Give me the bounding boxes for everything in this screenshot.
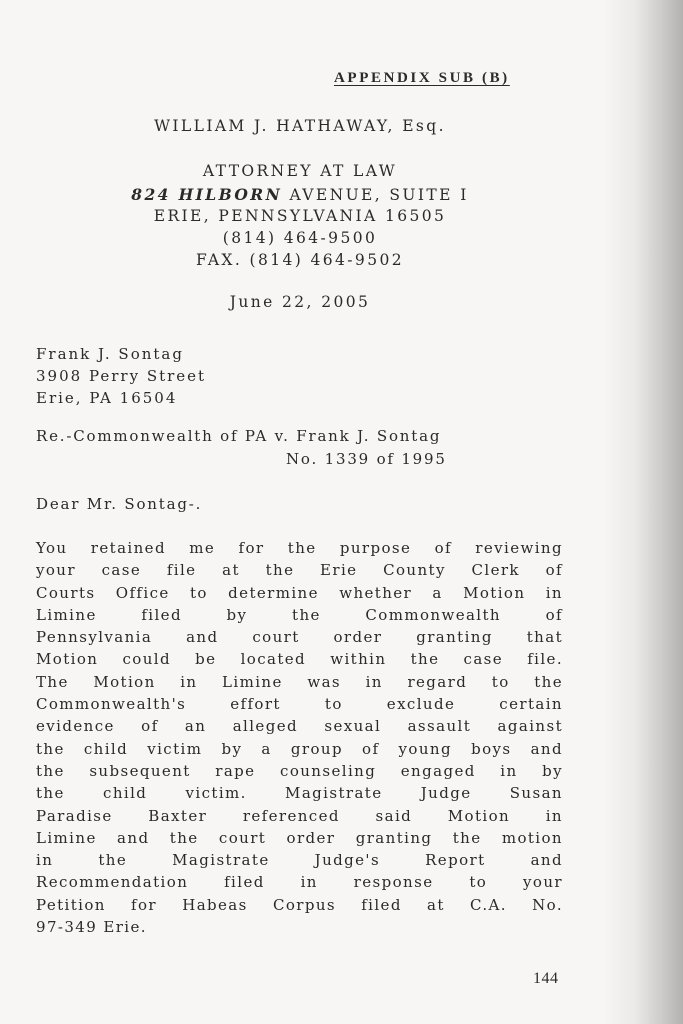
body-line: in the Magistrate Judge's Report and xyxy=(36,851,563,870)
street-rest: AVENUE, SUITE I xyxy=(282,186,469,204)
body-line: Recommendation filed in response to your xyxy=(36,873,563,892)
body-line: You retained me for the purpose of reviewing xyxy=(36,539,563,557)
body-line: Courts Office to determine whether a Motion in xyxy=(36,583,563,602)
salutation: Dear Mr. Sontag-. xyxy=(36,495,203,513)
body-line: Paradise Baxter referenced said Motion in xyxy=(36,806,563,825)
body-line: 97-349 Erie. xyxy=(36,918,147,937)
recipient-street: 3908 Perry Street xyxy=(36,367,207,385)
attorney-fax: FAX. (814) 464-9502 xyxy=(196,251,404,269)
letter-body xyxy=(36,537,563,938)
letter-date: June 22, 2005 xyxy=(229,293,371,311)
recipient-name: Frank J. Sontag xyxy=(36,345,184,363)
street-number-name: 824 HILBORN xyxy=(131,185,283,204)
body-line: the child victim by a group of young boys and xyxy=(36,739,563,758)
recipient-address xyxy=(36,343,206,409)
attorney-street-address xyxy=(0,185,600,204)
body-line: evidence of an alleged sexual assault against xyxy=(36,717,563,736)
attorney-city: ERIE, PENNSYLVANIA 16505 xyxy=(153,207,447,225)
re-line: Re.-Commonwealth of PA v. Frank J. Sontag xyxy=(36,427,442,445)
attorney-title: ATTORNEY AT LAW xyxy=(202,162,398,180)
body-line: Petition for Habeas Corpus filed at C.A. No. xyxy=(36,895,563,914)
recipient-city: Erie, PA 16504 xyxy=(36,389,178,407)
page-number: 144 xyxy=(533,970,559,987)
body-line: Commonwealth's effort to exclude certain xyxy=(36,695,563,714)
body-line: Motion could be located within the case file. xyxy=(36,650,563,669)
body-line: Limine and the court order granting the motion xyxy=(36,828,563,847)
attorney-name: WILLIAM J. HATHAWAY, Esq. xyxy=(154,117,446,135)
body-line: your case file at the Erie County Clerk of xyxy=(36,561,563,580)
body-line: Pennsylvania and court order granting that xyxy=(36,628,563,647)
body-line: Limine filed by the Commonwealth of xyxy=(36,605,563,624)
body-line: the subsequent rape counseling engaged in by xyxy=(36,761,563,780)
attorney-phone: (814) 464-9500 xyxy=(222,229,378,247)
case-number: No. 1339 of 1995 xyxy=(286,450,447,468)
appendix-heading: APPENDIX SUB (B) xyxy=(334,70,510,86)
page-edge-shadow xyxy=(603,0,683,1024)
body-line: the child victim. Magistrate Judge Susan xyxy=(36,784,563,803)
body-line: The Motion in Limine was in regard to the xyxy=(36,672,563,691)
